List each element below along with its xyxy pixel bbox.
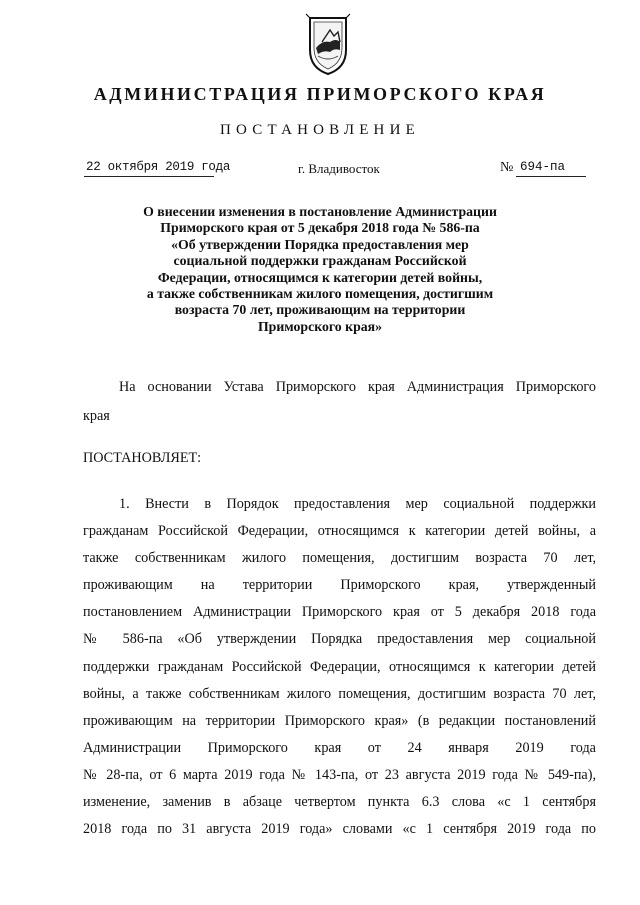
title-line: социальной поддержки гражданам Российской [173,253,467,269]
basis-line: На основании Устава Приморского края Администрация Приморского [119,379,596,395]
document-number: 694-па [520,160,566,174]
date-underline [84,176,214,177]
title-line: возраста 70 лет, проживающим на территории [174,302,466,318]
paragraph-line: проживающим на территории Приморского края» (в редакции постановлений [83,712,596,729]
paragraph-line: 2018 года по 31 августа 2019 года» словами «с 1 сентября 2019 года по [83,821,596,838]
title-line: Федерации, относящимся к категории детей войны, [157,269,483,285]
paragraph-line: поддержки гражданам Российской Федерации, относящимся к категории детей [83,658,596,675]
document-title [90,204,550,335]
title-line: «Об утверждении Порядка предоставления мер [171,236,469,252]
paragraph-line: также собственникам жилого помещения, достигшим возраста 70 лет, [83,550,596,567]
document-meta-row [0,160,640,182]
number-underline [516,176,586,177]
resolves-heading: ПОСТАНОВЛЯЕТ: [83,450,202,466]
paragraph-line: постановлением Администрации Приморского края от 5 декабря 2018 года [83,604,596,621]
paragraph-line: изменение, заменив в абзаце четвертом пункта 6.3 слова «с 1 сентября [83,794,596,811]
clause-paragraph [83,491,596,843]
paragraph-line: проживающим на территории Приморского края, утвержденный [83,577,596,594]
number-label: № [500,160,514,175]
paragraph-line: № 28-па, от 6 марта 2019 года № 143-па, от 23 августа 2019 года № 549-па), [83,766,596,783]
title-line: а также собственникам жилого помещения, достигшим [146,286,494,302]
basis-paragraph [83,373,596,431]
coat-of-arms-icon [300,12,356,76]
paragraph-line: 1. Внести в Порядок предоставления мер социальной поддержки [119,496,596,512]
paragraph-line: войны, а также собственникам жилого помещения, достигшим возраста 70 лет, [83,685,596,702]
document-city: г. Владивосток [298,161,380,176]
document-date: 22 октября 2019 года [86,160,231,174]
paragraph-line: № 586-па «Об утверждении Порядка предоставления мер социальной [83,631,596,648]
basis-line: края [83,408,110,424]
paragraph-line: Администрации Приморского края от 24 января 2019 года [83,739,596,756]
title-line: О внесении изменения в постановление Администрации [143,204,497,219]
organization-name: АДМИНИСТРАЦИЯ ПРИМОРСКОГО КРАЯ [93,84,547,104]
title-line: Приморского края от 5 декабря 2018 года № 586-па [160,220,480,236]
document-type: ПОСТАНОВЛЕНИЕ [220,122,420,138]
title-line: Приморского края» [257,318,383,334]
paragraph-line: гражданам Российской Федерации, относящимся к категории детей войны, а [83,523,596,540]
